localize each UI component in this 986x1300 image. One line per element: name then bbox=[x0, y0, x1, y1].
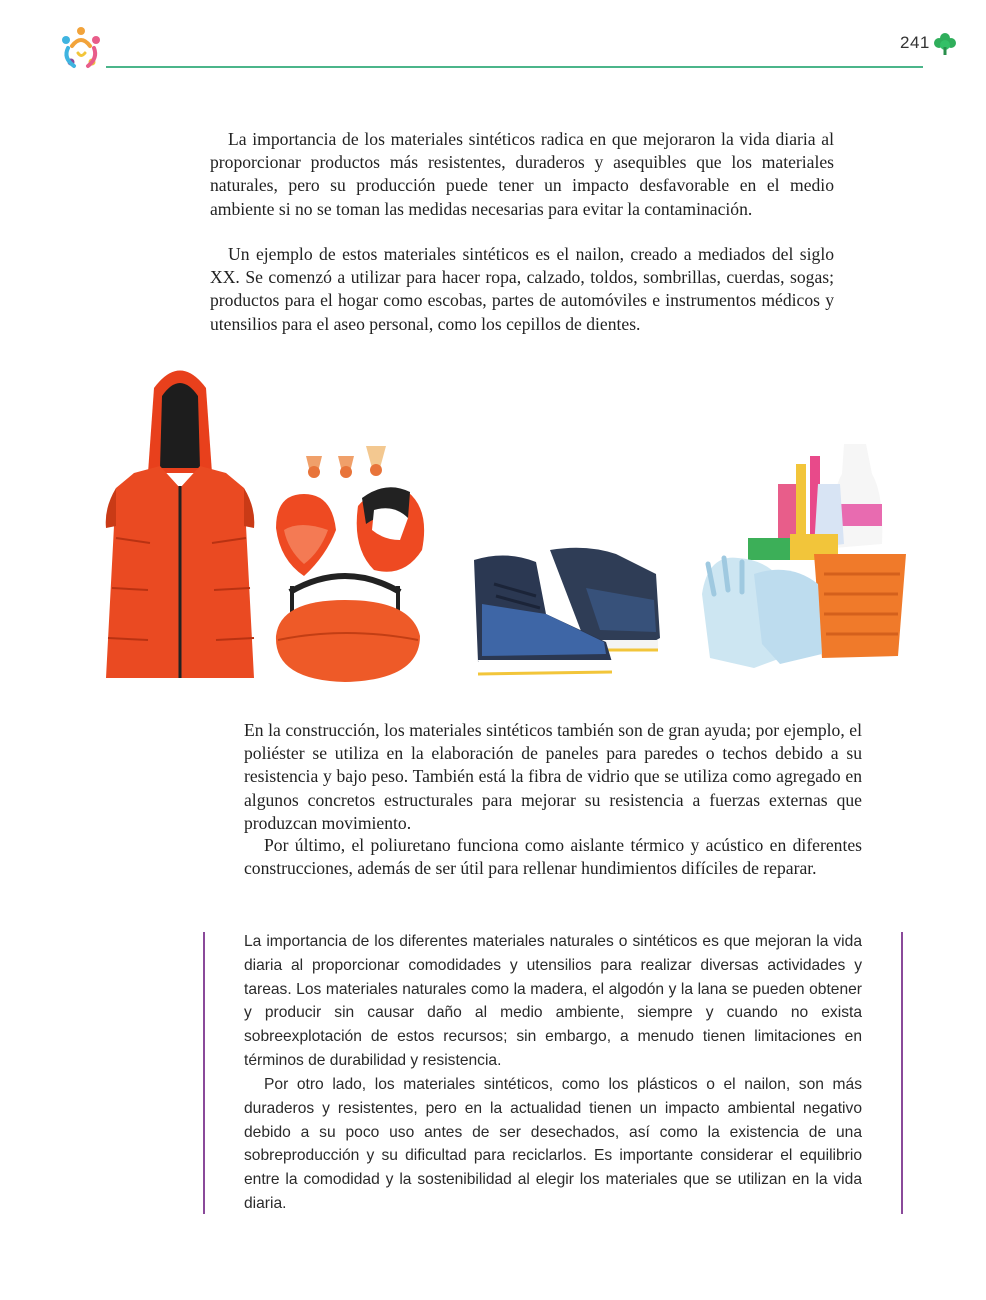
cleaning-supplies-basket-gloves-photo bbox=[694, 444, 916, 672]
body-paragraph-3: En la construcción, los materiales sintéticos también son de gran ayuda; por ejemplo, el poliéster se utiliza en la elaboración de paneles para paredes o techos debido a su resistencia y bajo peso. También está la fibra de vidrio que se utiliza como agregado en algunos concretos estructurales para mejorar su resistencia a fuerzas externas que produzcan movimiento. bbox=[244, 720, 862, 833]
orange-caps-bag-shuttlecocks-photo bbox=[270, 440, 432, 690]
summary-paragraph-2: Por otro lado, los materiales sintéticos, como los plásticos o el nailon, son más duraderos y resistentes, pero en la actualidad tienen un impacto ambiental negativo debido a su poco uso antes de ser desechados, así como la existencia de una sobreproducción y su dificultad para reciclarlos. Es importante considerar el equilibrio entre la comodidad y la sostenibilidad al elegir los materiales que se utilizan en la vida diaria. bbox=[244, 1076, 862, 1212]
summary-paragraph-1: La importancia de los diferentes materiales naturales o sintéticos es que mejoran la vida diaria al proporcionar comodidades y utensilios para realizar diversas actividades y tareas. Los materiales naturales como la madera, el algodón y la lana se pueden obtener y producir sin causar daño al medio ambiente, siempre y cuando no exista sobreexplotación de estos recursos; sin embargo, a menudo tienen limitaciones en términos de durabilidad y resistencia. bbox=[244, 933, 862, 1069]
page-number: 241 bbox=[900, 33, 930, 52]
summary-box-right-border bbox=[901, 932, 903, 1214]
orange-hooded-vest-photo bbox=[94, 358, 266, 692]
blue-sneakers-photo bbox=[466, 544, 662, 684]
people-circle-logo-icon bbox=[58, 26, 104, 70]
summary-box-left-border bbox=[203, 932, 205, 1214]
tree-icon bbox=[934, 32, 956, 56]
body-paragraph-4: Por último, el poliuretano funciona como aislante térmico y acústico en diferentes construcciones, además de ser útil para rellenar hundimientos difíciles de reparar. bbox=[244, 835, 862, 879]
body-paragraph-2: Un ejemplo de estos materiales sintéticos es el nailon, creado a mediados del siglo XX. Se comenzó a utilizar para hacer ropa, calzado, toldos, sombrillas, cuerdas, sogas; productos para el hogar como escobas, partes de automóviles e instrumentos médicos y utensilios para el aseo personal, como los cepillos de dientes. bbox=[210, 244, 834, 334]
header-rule bbox=[106, 66, 923, 68]
body-paragraph-1: La importancia de los materiales sintéticos radica en que mejoraron la vida diaria al proporcionar productos más resistentes, duraderos y asequibles que los materiales naturales, pero su producción puede tener un impacto desfavorable en el medio ambiente si no se toman las medidas necesarias para evitar la contaminación. bbox=[210, 129, 834, 219]
